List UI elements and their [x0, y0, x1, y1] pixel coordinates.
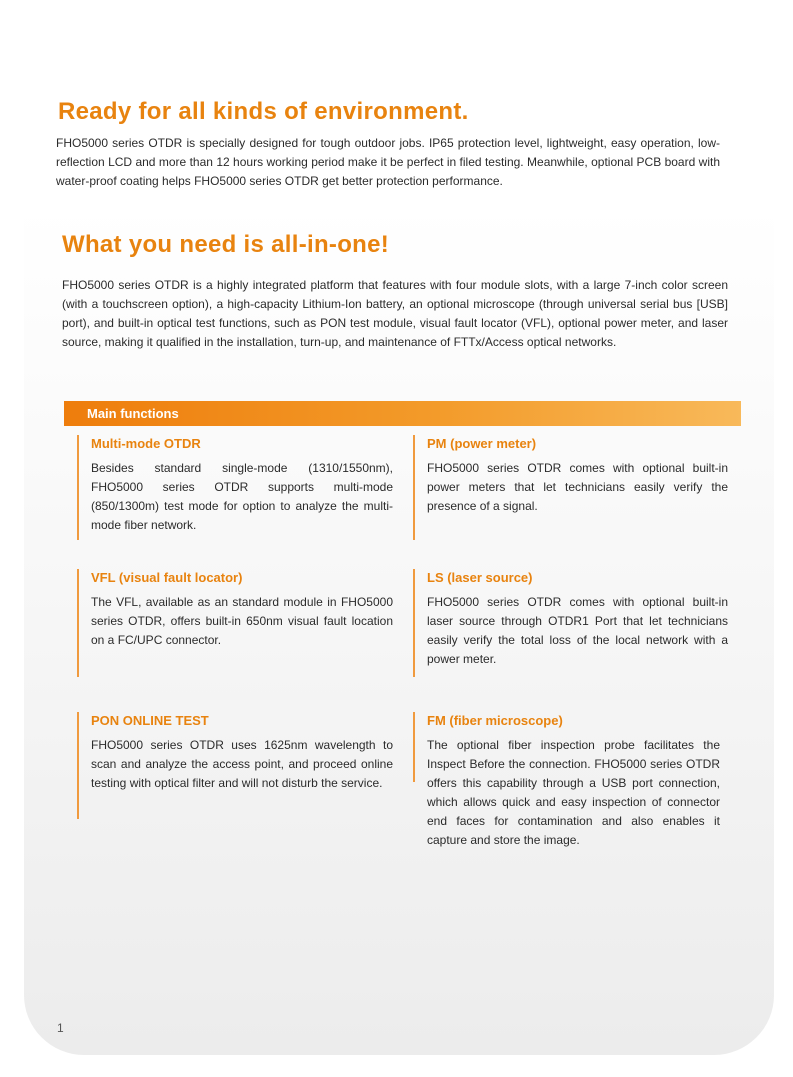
function-title: PM (power meter) — [427, 436, 537, 451]
section-body-environment: FHO5000 series OTDR is specially designed for tough outdoor jobs. IP65 protection level, lightweight, easy operation, low-reflection LCD and more than 12 hours working period make it be perfect in filed testing. Meanwhile, optional PCB board with water-proof coating helps FHO5000 series OTDR get better protection performance. — [56, 136, 720, 188]
function-fiber-microscope — [413, 712, 720, 870]
function-accent-line — [413, 712, 415, 782]
function-visual-fault-locator — [77, 569, 393, 677]
section-title-environment: Ready for all kinds of environment. — [58, 98, 469, 125]
function-body: The optional fiber inspection probe facilitates the Inspect Before the connection. FHO5000 series OTDR offers this capability through a USB port connection, which allows quick and easy inspection of connector end faces for contamination and also enables it capture and store the image. — [427, 738, 720, 847]
function-body: Besides standard single-mode (1310/1550nm), FHO5000 series OTDR supports multi-mode (850/1300m) test mode for option to analyze the multi-mode fiber network. — [91, 461, 393, 532]
function-body: FHO5000 series OTDR comes with optional built-in laser source through OTDR1 Port that let technicians easily verify the total loss of the local network with a power meter. — [427, 595, 728, 666]
function-title: VFL (visual fault locator) — [91, 570, 243, 585]
function-title: PON ONLINE TEST — [91, 713, 209, 728]
function-multi-mode-otdr — [77, 435, 393, 540]
section-title-all-in-one: What you need is all-in-one! — [62, 231, 390, 258]
function-body: The VFL, available as an standard module in FHO5000 series OTDR, offers built-in 650nm visual fault location on a FC/UPC connector. — [91, 595, 393, 647]
function-laser-source — [413, 569, 728, 677]
function-body: FHO5000 series OTDR uses 1625nm wavelength to scan and analyze the access point, and proceed online testing with optical filter and will not disturb the service. — [91, 738, 393, 790]
main-functions-header: Main functions — [64, 401, 741, 426]
page-number: 1 — [57, 1021, 64, 1035]
function-power-meter — [413, 435, 728, 540]
section-body-all-in-one: FHO5000 series OTDR is a highly integrated platform that features with four module slots, with a large 7-inch color screen (with a touchscreen option), a high-capacity Lithium-Ion battery, an optional microscope (through universal serial bus [USB] port), and built-in optical test functions, such as PON test module, visual fault locator (VFL), optional power meter, and laser source, making it qualified in the installation, turn-up, and maintenance of FTTx/Access optical networks. — [62, 278, 728, 349]
function-title: Multi-mode OTDR — [91, 436, 201, 451]
function-pon-online-test — [77, 712, 393, 819]
function-title: FM (fiber microscope) — [427, 713, 563, 728]
function-body: FHO5000 series OTDR comes with optional built-in power meters that let technicians easily verify the presence of a signal. — [427, 461, 728, 513]
function-title: LS (laser source) — [427, 570, 533, 585]
